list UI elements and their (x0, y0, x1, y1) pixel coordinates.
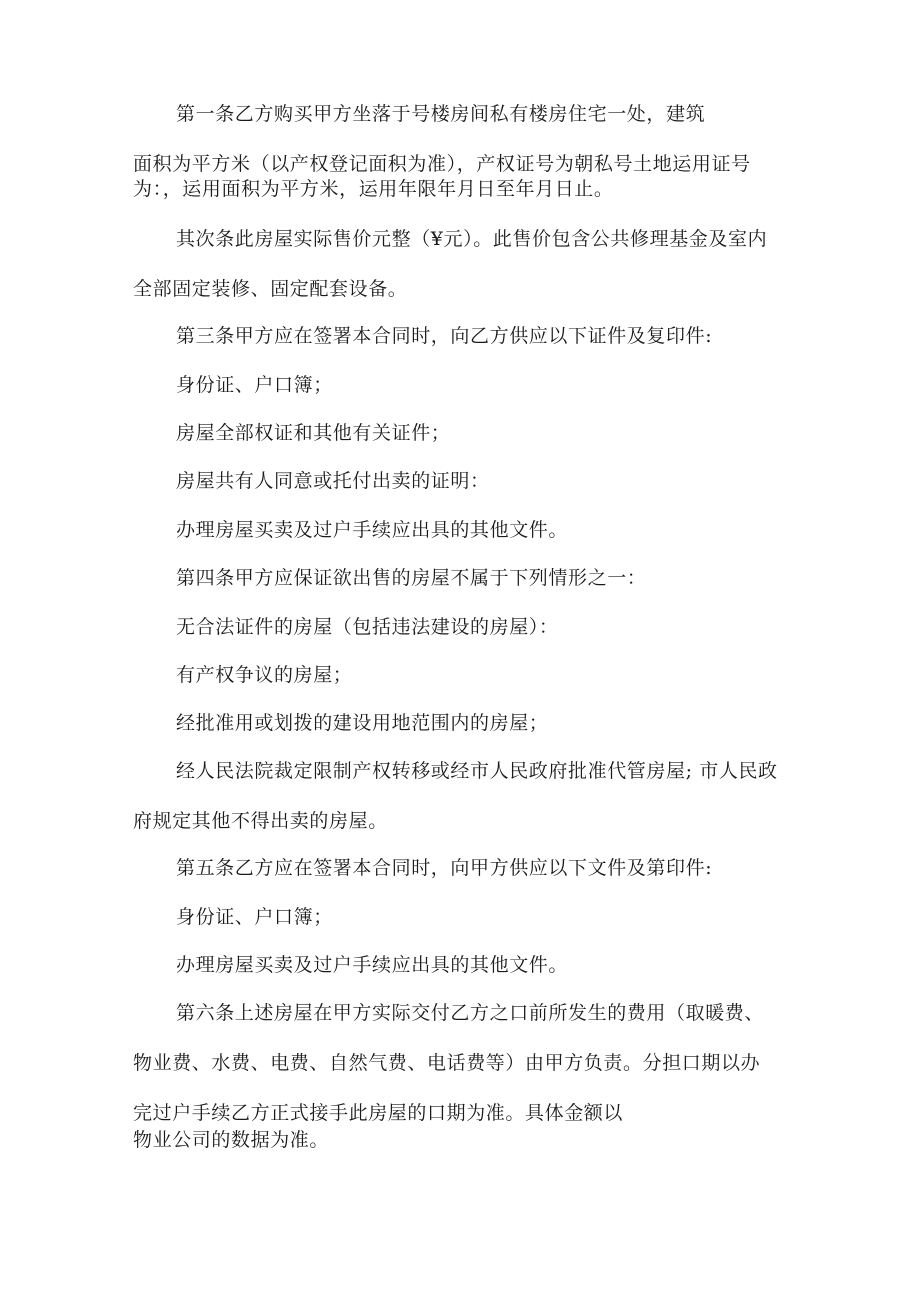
article-3-heading: 第三条甲方应在签署本合同时，向乙方供应以下证件及复印件: (176, 325, 713, 347)
article-6-line-4: 物业公司的数据为准。 (133, 1129, 330, 1151)
article-2-line-2: 全部固定装修、固定配套设备。 (133, 278, 408, 300)
article-3-item-1: 身份证、户口簿； (176, 374, 333, 396)
article-4-item-4-line-1: 经人民法院裁定限制产权转移或经市人民政府批准代管房屋; 市人民政 (176, 760, 778, 782)
article-6-line-2: 物业费、水费、电费、自然气费、电话费等）由甲方负责。分担口期以办 (133, 1052, 761, 1074)
article-4-item-3: 经批准用或划拨的建设用地范围内的房屋； (176, 712, 549, 734)
article-4-item-1: 无合法证件的房屋（包括违法建设的房屋）： (176, 616, 559, 638)
article-4-heading: 第四条甲方应保证欲出售的房屋不属于下列情形之一： (176, 567, 647, 589)
article-1-line-3: 为：，运用面积为平方米，运用年限年月日至年月日止。 (133, 178, 614, 200)
article-5-item-2: 办理房屋买卖及过户手续应出具的其他文件。 (176, 954, 569, 976)
article-1-line-1: 第一条乙方购买甲方坐落于号楼房间私有楼房住宅一处，建筑 (176, 103, 706, 125)
article-4-item-4-line-2: 府规定其他不得出卖的房屋。 (133, 810, 388, 832)
article-6-line-3: 完过户手续乙方正式接手此房屋的口期为准。具体金额以 (133, 1102, 624, 1124)
article-4-item-2: 有产权争议的房屋； (176, 664, 353, 686)
article-1-line-2: 面积为平方米（以产权登记面积为准），产权证号为朝私号土地运用证号 (133, 153, 751, 175)
article-6-line-1: 第六条上述房屋在甲方实际交付乙方之口前所发生的费用（取暖费、 (176, 1002, 765, 1024)
article-3-item-2: 房屋全部权证和其他有关证件； (176, 422, 451, 444)
article-5-heading: 第五条乙方应在签署本合同时，向甲方供应以下文件及第印件: (176, 857, 713, 879)
article-2-line-1: 其次条此房屋实际售价元整（¥元）。此售价包含公共修理基金及室内 (176, 228, 768, 250)
article-3-item-4: 办理房屋买卖及过户手续应出具的其他文件。 (176, 519, 569, 541)
article-3-item-3: 房屋共有人同意或托付出卖的证明： (176, 470, 490, 492)
article-5-item-1: 身份证、户口簿； (176, 906, 333, 928)
